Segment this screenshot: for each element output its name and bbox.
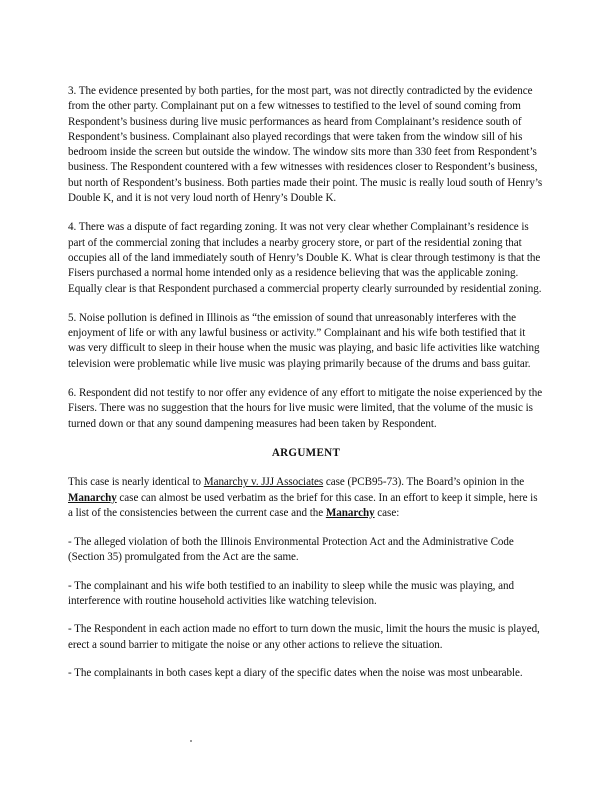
consistency-item: - The complainant and his wife both testified to an inability to sleep while the music was playing, and interference with routine household activities like watching television. [68, 579, 515, 608]
argument-intro [68, 475, 544, 521]
intro-text-3: case can almost be used verbatim as the brief for this case. In an effort to keep it simple, here is a list of the consistencies between the current case and the [68, 491, 538, 519]
case-reference: Manarchy [325, 506, 375, 519]
finding-paragraph-6: 6. Respondent did not testify to nor offer any evidence of any effort to mitigate the noise experienced by the Fisers. There was no suggestion that the hours for live music were limited, that the volume of the music is turned down or that any sound dampening measures had been taken by Respondent. [68, 387, 543, 430]
scan-speck [190, 740, 192, 742]
finding-paragraph-5: 5. Noise pollution is defined in Illinois as “the emission of sound that unreasonably interferes with the enjoyment of life or with any lawful business or activity.” Complainant and his wife both testified that it was very difficult to sleep in their house when the music was playing, and basic life activities like watching television were problematic while live music was playing primarily because of the drums and bass guitar. [68, 311, 540, 370]
argument-heading: ARGUMENT [271, 446, 341, 459]
consistency-item: - The alleged violation of both the Illinois Environmental Protection Act and the Administrative Code (Section 35) promulgated from the Act are the same. [68, 536, 514, 564]
document-body [68, 84, 544, 694]
finding-paragraph-4: 4. There was a dispute of fact regarding zoning. It was not very clear whether Complainant’s residence is part of the commercial zoning that includes a nearby grocery store, or part of the residential zoning that occupies all of the land immediately south of Henry’s Double K. What is clear through testimony is that the Fisers purchased a normal home intended only as a residence believing that was the applicable zoning. Equally clear is that Respondent purchased a commercial property clearly surrounded by residential zoning. [68, 221, 542, 295]
consistency-item: - The complainants in both cases kept a diary of the specific dates when the noise was most unbearable. [68, 666, 523, 679]
intro-text-4: case: [374, 506, 400, 519]
case-citation: Manarchy v. JJJ Associates [203, 476, 324, 489]
case-reference: Manarchy [68, 491, 117, 504]
intro-text-2: case (PCB95-73). The Board’s opinion in the [323, 476, 525, 489]
consistency-item: - The Respondent in each action made no effort to turn down the music, limit the hours the music is played, erect a sound barrier to mitigate the noise or any other actions to relieve the situation. [68, 623, 540, 651]
finding-paragraph-3: 3. The evidence presented by both parties, for the most part, was not directly contradicted by the evidence from the other party. Complainant put on a few witnesses to testified to the level of sound coming from Respondent’s business during live music performances as heard from Complainant’s residence south of Respondent’s business. Complainant also played recordings that were taken from the window sill of his bedroom inside the screen but outside the window. The window sits more than 330 feet from Respondent’s business. The Respondent countered with a few witnesses with residences closer to Respondent’s business, but north of Respondent’s business. Both parties made their point. The music is really loud south of Henry’s Double K, and it is not very loud north of Henry’s Double K. [68, 85, 543, 205]
intro-text-1: This case is nearly identical to [68, 476, 204, 489]
